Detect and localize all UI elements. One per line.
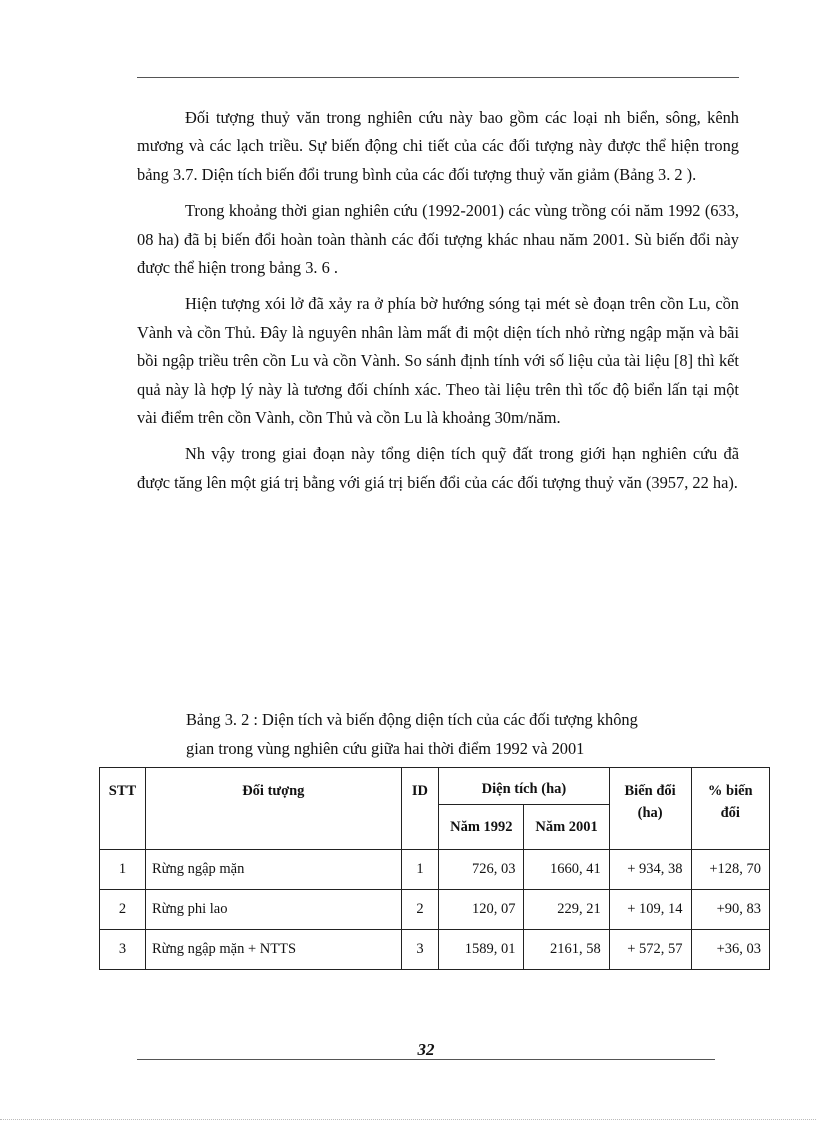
header-year-1992: Năm 1992	[439, 805, 524, 850]
cell-pct: +128, 70	[691, 850, 769, 890]
header-area: Diện tích (ha)	[439, 768, 610, 805]
cell-id: 1	[401, 850, 439, 890]
cell-1992: 726, 03	[439, 850, 524, 890]
table-row	[100, 930, 770, 970]
footer-rule	[137, 1059, 715, 1060]
data-table	[99, 767, 770, 970]
header-pct: % biến đổi	[691, 768, 769, 850]
cell-id: 3	[401, 930, 439, 970]
header-rule	[137, 77, 739, 78]
cell-stt: 2	[100, 890, 146, 930]
cell-2001: 1660, 41	[524, 850, 609, 890]
table-caption	[186, 705, 741, 763]
page-number: 32	[417, 1040, 435, 1059]
cell-stt: 1	[100, 850, 146, 890]
cell-name: Rừng ngập mặn + NTTS	[145, 930, 401, 970]
header-stt: STT	[100, 768, 146, 850]
cell-id: 2	[401, 890, 439, 930]
header-name: Đối tượng	[145, 768, 401, 850]
cell-name: Rừng phi lao	[145, 890, 401, 930]
page-bottom-border	[0, 1119, 816, 1120]
table-row	[100, 850, 770, 890]
header-year-2001: Năm 2001	[524, 805, 609, 850]
paragraph-1: Đối tượng thuỷ văn trong nghiên cứu này bao gồm các loại nh biển, sông, kênh mương và các lạch triều. Sự biến động chi tiết của các đối tượng này được thể hiện trong bảng 3.7. Diện tích biến đổi trung bình của các đối tượng thuỷ văn giảm (Bảng 3. 2 ).	[137, 108, 739, 184]
cell-change: + 572, 57	[609, 930, 691, 970]
cell-change: + 934, 38	[609, 850, 691, 890]
header-id: ID	[401, 768, 439, 850]
cell-name: Rừng ngập mặn	[145, 850, 401, 890]
table-caption-line-2: gian trong vùng nghiên cứu giữa hai thời điểm 1992 và 2001	[186, 739, 585, 758]
table-row	[100, 890, 770, 930]
cell-pct: +36, 03	[691, 930, 769, 970]
cell-1992: 1589, 01	[439, 930, 524, 970]
cell-stt: 3	[100, 930, 146, 970]
cell-2001: 229, 21	[524, 890, 609, 930]
paragraph-4: Nh vậy trong giai đoạn này tổng diện tích quỹ đất trong giới hạn nghiên cứu đã được tăng lên một giá trị bằng với giá trị biến đổi của các đối tượng thuỷ văn (3957, 22 ha).	[137, 444, 739, 492]
body-text	[137, 104, 739, 505]
paragraph-3: Hiện tượng xói lở đã xảy ra ở phía bờ hướng sóng tại mét sè đoạn trên cồn Lu, cồn Vành và cồn Thủ. Đây là nguyên nhân làm mất đi một diện tích nhỏ rừng ngập mặn và bãi bồi ngập triều trên cồn Lu và cồn Vành. So sánh định tính với số liệu của tài liệu [8] thì kết quả này là hợp lý này là tương đối chính xác. Theo tài liệu trên thì tốc độ biển lấn tại một vài điểm trên cồn Vành, cồn Thủ và cồn Lu là khoảng 30m/năm.	[137, 294, 739, 428]
cell-1992: 120, 07	[439, 890, 524, 930]
table-header-row	[100, 768, 770, 805]
cell-pct: +90, 83	[691, 890, 769, 930]
header-change: Biến đổi (ha)	[609, 768, 691, 850]
cell-change: + 109, 14	[609, 890, 691, 930]
paragraph-2: Trong khoảng thời gian nghiên cứu (1992-2001) các vùng trồng cói năm 1992 (633, 08 ha) đã bị biến đổi hoàn toàn thành các đối tượng khác nhau năm 2001. Sù biến đổi này được thể hiện trong bảng 3. 6 .	[137, 201, 739, 278]
cell-2001: 2161, 58	[524, 930, 609, 970]
table-caption-line-1: Bảng 3. 2 : Diện tích và biến động diện tích của các đối tượng không	[186, 710, 638, 729]
